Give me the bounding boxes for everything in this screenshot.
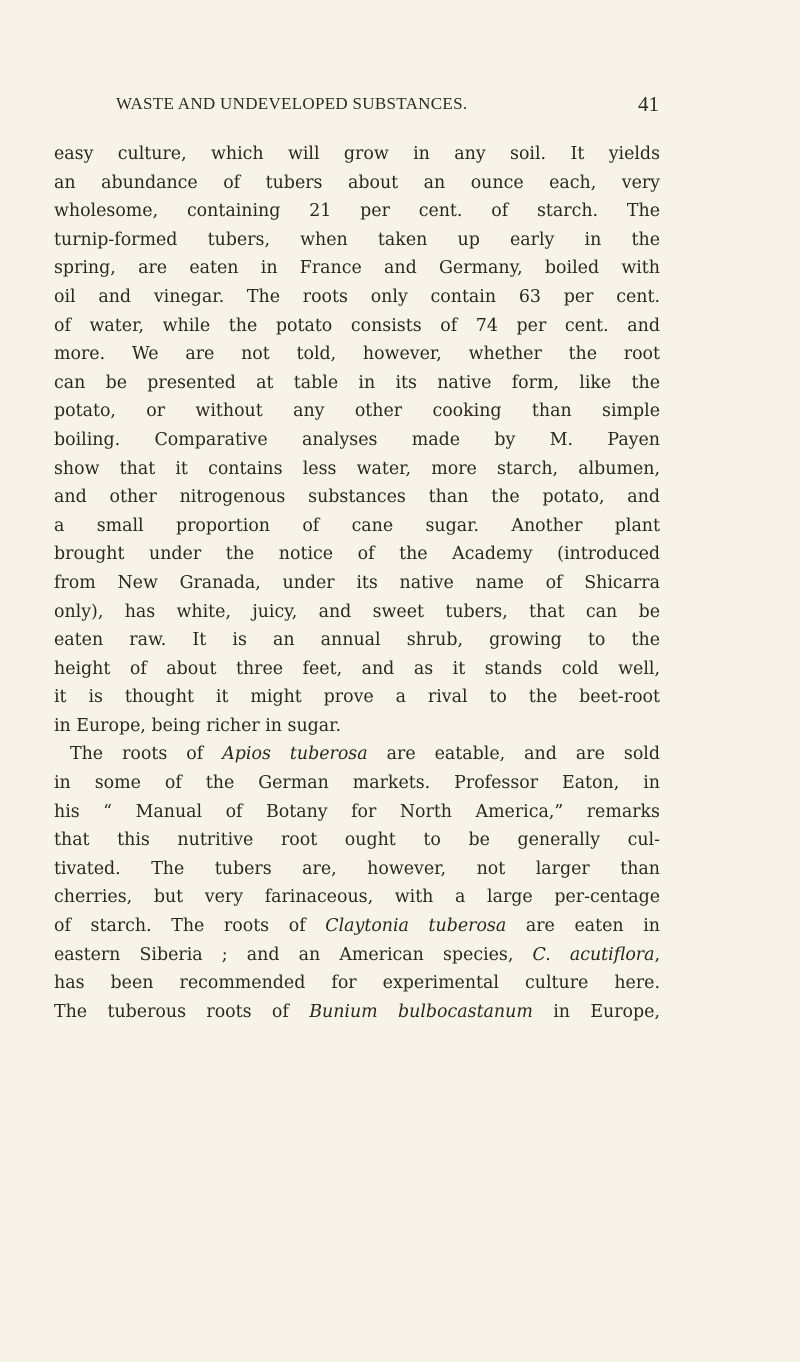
text-line: can be presented at table in its native form, like the (54, 372, 660, 393)
text-line: wholesome, containing 21 per cent. of starch. The (54, 201, 660, 222)
text-line: height of about three feet, and as it stands cold well, (54, 658, 660, 679)
species-name: Bunium bulbocastanum (309, 1001, 533, 1022)
text-run: are eatable, and are sold (367, 744, 660, 765)
text-line: eaten raw. It is an annual shrub, growing to the (54, 630, 660, 651)
text-run: of starch. The roots of (54, 916, 326, 937)
text-line: easy culture, which will grow in any soil. It yields (54, 144, 660, 164)
text-line (54, 998, 660, 1027)
text-line (54, 941, 660, 970)
text-line: that this nutritive root ought to be generally cul- (54, 830, 660, 851)
paragraph-2 (54, 740, 660, 1026)
text-line: has been recommended for experimental culture here. (54, 973, 660, 994)
running-head (54, 94, 659, 120)
species-name: Apios tuberosa (222, 744, 368, 765)
species-name: C. acutiflora (532, 944, 655, 965)
text-line (54, 912, 660, 941)
text-line: only), has white, juicy, and sweet tubers, that can be (54, 601, 660, 622)
text-line (54, 740, 660, 769)
text-line: boiling. Comparative analyses made by M. Payen (54, 429, 660, 450)
text-line: potato, or without any other cooking than simple (54, 401, 660, 422)
text-line: and other nitrogenous substances than the potato, and (54, 487, 660, 508)
text-line: in some of the German markets. Professor Eaton, in (54, 773, 660, 794)
text-line: his “ Manual of Botany for North America,” remarks (54, 801, 660, 822)
text-run: The tuberous roots of (54, 1001, 310, 1022)
text-line: oil and vinegar. The roots only contain 63 per cent. (54, 286, 660, 307)
text-line: cherries, but very farinaceous, with a large per-centage (54, 887, 660, 908)
running-title: WASTE AND UNDEVELOPED SUBSTANCES. (116, 94, 468, 113)
text-run: eastern Siberia ; and an American species, (54, 944, 533, 965)
species-name: Claytonia tuberosa (325, 916, 507, 937)
text-line: in Europe, being richer in sugar. (54, 715, 342, 736)
text-line: turnip-formed tubers, when taken up early in the (54, 229, 660, 250)
text-line: it is thought it might prove a rival to the beet-root (54, 687, 660, 708)
text-line: of water, while the potato consists of 74 per cent. and (54, 315, 660, 336)
text-run: The roots of (70, 744, 223, 765)
text-line: tivated. The tubers are, however, not larger than (54, 858, 660, 879)
text-line: brought under the notice of the Academy (introduced (54, 544, 660, 565)
text-line: more. We are not told, however, whether the root (54, 344, 660, 365)
text-run: , (654, 944, 661, 965)
text-line: spring, are eaten in France and Germany, boiled with (54, 258, 660, 279)
paragraph-1 (54, 140, 660, 740)
body-text (54, 140, 660, 1026)
page-number: 41 (638, 92, 659, 116)
text-line: from New Granada, under its native name of Shicarra (54, 572, 660, 593)
text-run: in Europe, (532, 1001, 660, 1022)
text-line: a small proportion of cane sugar. Another plant (54, 515, 660, 536)
text-run: are eaten in (506, 916, 660, 937)
text-line: show that it contains less water, more starch, albumen, (54, 458, 660, 479)
text-line: an abundance of tubers about an ounce each, very (54, 172, 660, 193)
